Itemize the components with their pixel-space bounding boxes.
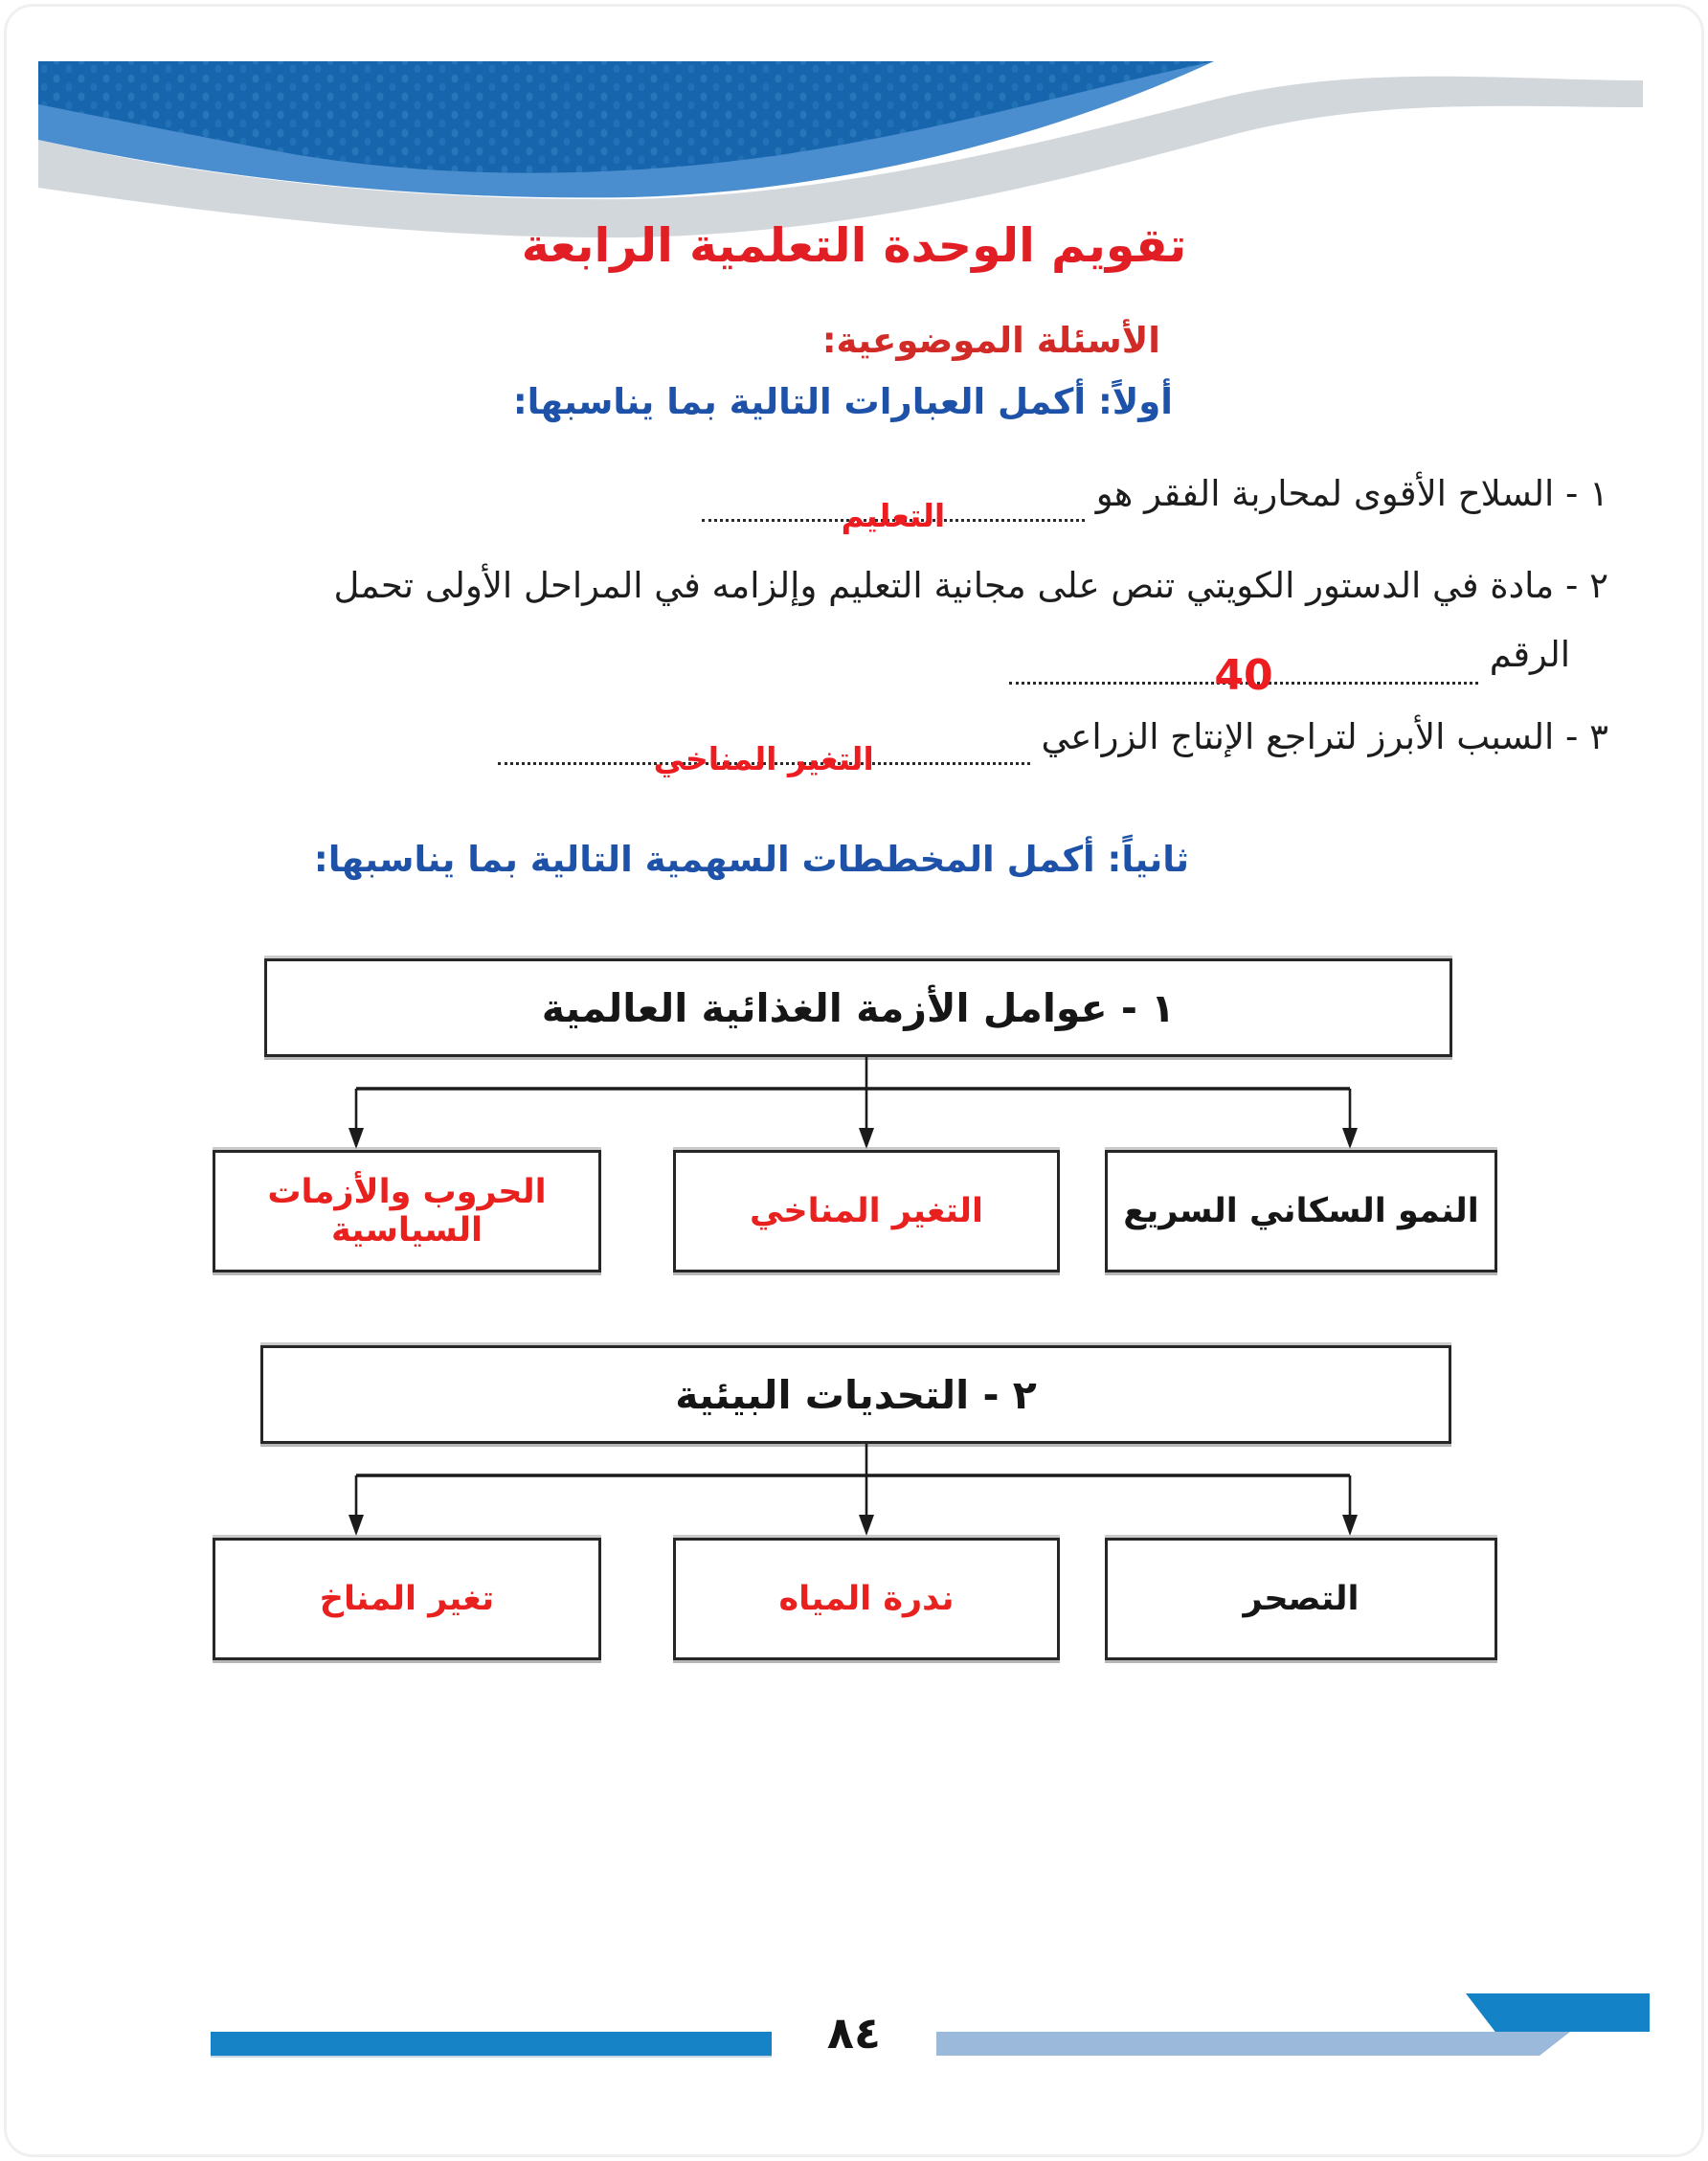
diagram1-connector — [264, 1057, 1452, 1151]
diagram2-connector — [264, 1444, 1452, 1538]
diagram1-box2-label: التغير المناخي — [749, 1192, 984, 1230]
diagram1-box-population-growth — [1105, 1150, 1497, 1272]
diagram2-box2-label: ندرة المياه — [778, 1580, 955, 1618]
page-number: ٨٤ — [826, 2007, 882, 2059]
diagram2-box-desertification — [1105, 1538, 1497, 1660]
diagram2-arrows — [264, 1444, 1452, 1538]
diagram1-box3-label: الحروب والأزمات السياسية — [267, 1173, 547, 1249]
diagram1-box-wars-crises[interactable] — [213, 1150, 601, 1272]
fill-item-2-label: الرقم — [1489, 634, 1570, 675]
wave-svg — [0, 0, 1708, 249]
diagram2-box1-label: التصحر — [1243, 1580, 1360, 1618]
fill-item-2-line2 — [1009, 634, 1570, 700]
fill-item-1-blank[interactable] — [702, 484, 1085, 534]
fill-item-2-answer: 40 — [1214, 651, 1273, 700]
fill-item-1-answer: التعليم — [841, 497, 946, 534]
section-second-heading: ثانياً: أكمل المخططات السهمية التالية بما يناسبها: — [313, 839, 1189, 880]
diagram2-box-water-scarcity[interactable] — [673, 1538, 1060, 1660]
diagram2-box-climate-change[interactable] — [213, 1538, 601, 1660]
diagram1-box-climate-change[interactable] — [673, 1150, 1060, 1272]
page-title: تقويم الوحدة التعلمية الرابعة — [521, 218, 1187, 273]
fill-item-2-blank[interactable] — [1009, 640, 1478, 700]
fill-item-1 — [702, 473, 1608, 534]
diagram2-parent-box — [260, 1345, 1451, 1444]
fill-item-3-text: ٣ - السبب الأبرز لتراجع الإنتاج الزراعي — [1041, 716, 1608, 757]
objective-questions-heading: الأسئلة الموضوعية: — [821, 320, 1160, 361]
diagram1-box1-label: النمو السكاني السريع — [1123, 1192, 1479, 1230]
fill-item-3-blank[interactable] — [498, 727, 1030, 777]
fill-item-3-answer: التغير المناخي — [653, 740, 874, 777]
fill-item-2-text: ٢ - مادة في الدستور الكويتي تنص على مجانية التعليم وإلزامه في المراحل الأولى تحمل — [333, 565, 1608, 606]
diagram1-parent-box — [264, 958, 1452, 1057]
fill-item-2-line1 — [333, 565, 1608, 606]
diagram1-title: ١ - عوامل الأزمة الغذائية العالمية — [541, 984, 1176, 1031]
header-wave-decoration — [0, 0, 1708, 249]
diagram2-title: ٢ - التحديات البيئية — [675, 1371, 1037, 1418]
diagram2-box3-label: تغير المناخ — [319, 1580, 495, 1618]
section-first-heading: أولاً: أكمل العبارات التالية بما يناسبها: — [512, 381, 1173, 422]
fill-item-3 — [498, 716, 1608, 777]
diagram1-arrows — [264, 1057, 1452, 1151]
fill-item-1-text: ١ - السلاح الأقوى لمحاربة الفقر هو — [1095, 473, 1608, 514]
